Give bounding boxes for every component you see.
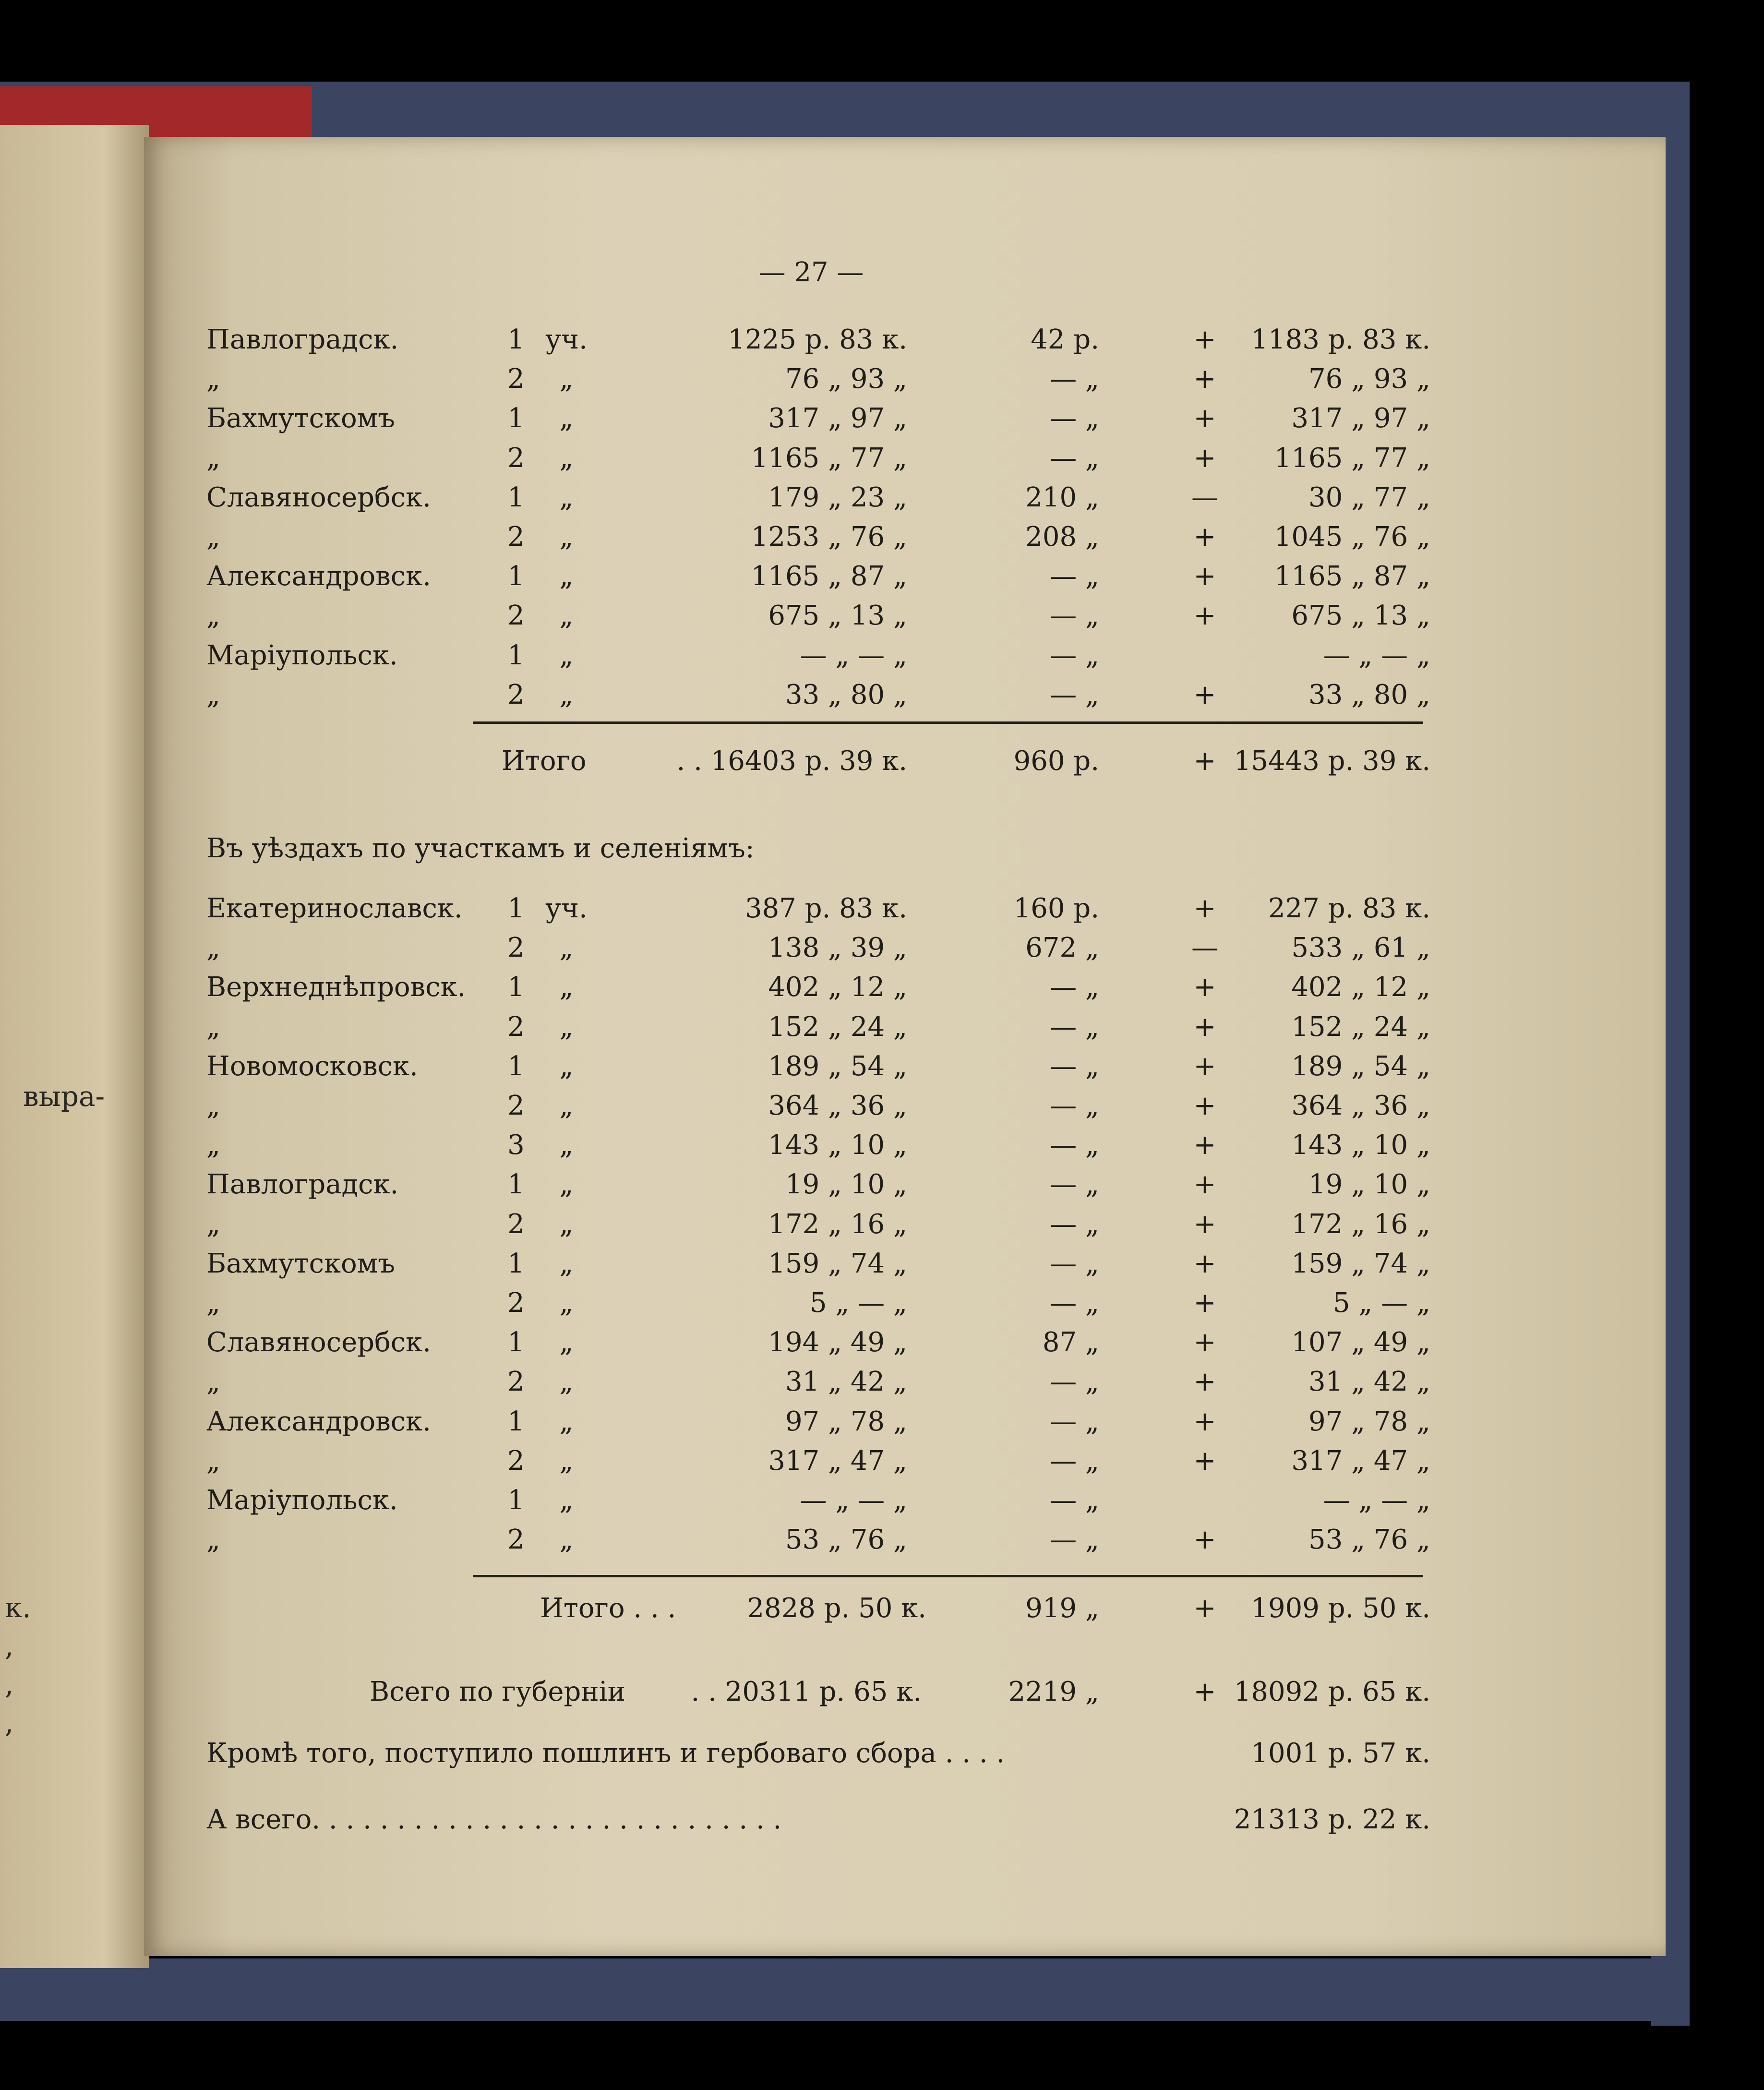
balance-amount: — „ — „ [1323,1485,1430,1516]
balance-sign: + [1193,1366,1216,1398]
place-name: „ [206,1287,221,1319]
income-amount: 5 „ — „ [809,1287,907,1319]
balance-amount: 533 „ 61 „ [1291,932,1430,964]
balance-sign: — [1191,481,1218,513]
section-unit: „ [559,1366,574,1398]
expense-amount: — „ [1050,363,1099,395]
balance-sign: + [1193,972,1216,1003]
expense-amount: 160 р. [1013,893,1099,924]
expense-amount: — „ [1050,1287,1099,1319]
section-number: 1 [507,1050,525,1082]
balance-amount: 97 „ 78 „ [1308,1405,1430,1437]
section-number: 1 [507,403,525,434]
place-name: Маріупольск. [206,1485,398,1516]
section-unit: „ [559,1287,574,1319]
final-value: 21313 р. 22 к. [1234,1804,1430,1835]
balance-sign: + [1193,679,1216,710]
section-number: 2 [507,1287,525,1319]
balance-amount: 19 „ 10 „ [1308,1169,1430,1201]
balance-amount: 189 „ 54 „ [1291,1050,1430,1082]
place-name: „ [206,1090,221,1121]
balance-amount: 1165 „ 87 „ [1274,561,1430,592]
place-name: „ [206,600,221,632]
total-sign: + [1193,1676,1216,1707]
income-amount: 1253 „ 76 „ [751,521,907,553]
section-unit: „ [559,1090,574,1121]
balance-amount: 675 „ 13 „ [1291,600,1430,632]
section-unit: „ [559,1129,574,1161]
expense-amount: — „ [1050,1524,1099,1556]
expense-amount: — „ [1050,1011,1099,1043]
section-number: 2 [507,1524,525,1556]
total-income: . . 16403 р. 39 к. [676,745,907,777]
income-amount: 97 „ 78 „ [785,1405,907,1437]
section-number: 1 [507,324,525,355]
section-unit: „ [559,600,574,632]
section-unit: „ [559,561,574,592]
expense-amount: — „ [1050,561,1099,592]
expense-amount: — „ [1050,1090,1099,1121]
balance-amount: 1165 „ 77 „ [1274,442,1430,474]
balance-amount: 317 „ 47 „ [1291,1445,1430,1477]
income-amount: 317 „ 47 „ [768,1445,907,1477]
income-amount: 76 „ 93 „ [785,363,907,395]
expense-amount: — „ [1050,600,1099,632]
balance-sign: + [1193,1524,1216,1556]
place-name: Павлоградск. [206,324,399,355]
balance-sign: + [1193,442,1216,474]
balance-amount: 31 „ 42 „ [1308,1366,1430,1398]
balance-amount: 1183 р. 83 к. [1251,324,1430,355]
balance-sign: — [1191,932,1218,964]
balance-amount: 33 „ 80 „ [1308,679,1430,710]
balance-sign: + [1193,1050,1216,1082]
section-unit: „ [559,1011,574,1043]
section-unit: „ [559,1524,574,1556]
section-unit: „ [559,1327,574,1358]
expense-amount: — „ [1050,442,1099,474]
total-income: 2828 р. 50 к. [747,1593,926,1624]
income-amount: 19 „ 10 „ [785,1169,907,1201]
place-name: „ [206,363,221,395]
balance-amount: 76 „ 93 „ [1308,363,1430,395]
balance-sign: + [1193,561,1216,592]
balance-amount: 227 р. 83 к. [1268,893,1430,924]
balance-amount: 5 „ — „ [1332,1287,1430,1319]
income-amount: 152 „ 24 „ [768,1011,907,1043]
income-amount: 317 „ 97 „ [768,403,907,434]
income-amount: 143 „ 10 „ [768,1129,907,1161]
section-number: 2 [507,1208,525,1240]
total-label: Всего по губерніи [370,1676,625,1707]
place-name: „ [206,1208,221,1240]
section-number: 1 [507,1248,525,1279]
balance-amount: 143 „ 10 „ [1291,1129,1430,1161]
income-amount: 31 „ 42 „ [785,1366,907,1398]
income-amount: 675 „ 13 „ [768,600,907,632]
section-unit: „ [559,1405,574,1437]
income-amount: 172 „ 16 „ [768,1208,907,1240]
expense-amount: — „ [1050,1050,1099,1082]
place-name: Верхнеднѣпровск. [206,972,466,1003]
balance-sign: + [1193,1090,1216,1121]
duties-label: Кромѣ того, поступило пошлинъ и гербоваго сбора . . . . [206,1738,1005,1769]
balance-amount: 159 „ 74 „ [1291,1248,1430,1279]
total-sign: + [1193,745,1216,777]
section-number: 2 [507,363,525,395]
section-number: 2 [507,521,525,553]
place-name: Бахмутскомъ [206,403,395,434]
balance-sign: + [1193,1129,1216,1161]
section-number: 2 [507,1011,525,1043]
income-amount: 1165 „ 87 „ [751,561,907,592]
expense-amount: — „ [1050,679,1099,710]
page-number: — 27 — [758,257,864,288]
income-amount: 53 „ 76 „ [785,1524,907,1556]
place-name: Александровск. [206,1405,431,1437]
expense-amount: — „ [1050,1248,1099,1279]
income-amount: 194 „ 49 „ [768,1327,907,1358]
place-name: Новомосковск. [206,1050,418,1082]
balance-sign: + [1193,1208,1216,1240]
expense-amount: 87 „ [1042,1327,1099,1358]
section-unit: „ [559,1169,574,1201]
income-amount: 402 „ 12 „ [768,972,907,1003]
section-unit: „ [559,1485,574,1516]
balance-amount: 30 „ 77 „ [1308,481,1430,513]
balance-sign: + [1193,1248,1216,1279]
total-label: Итого [502,745,587,777]
section-number: 2 [507,1366,525,1398]
balance-amount: 53 „ 76 „ [1308,1524,1430,1556]
section-unit: уч. [545,324,588,355]
balance-sign: + [1193,600,1216,632]
section-number: 1 [507,1405,525,1437]
place-name: „ [206,679,221,710]
expense-amount: 42 р. [1031,324,1099,355]
expense-amount: — „ [1050,639,1099,671]
section-unit: „ [559,1208,574,1240]
total-balance: 1909 р. 50 к. [1251,1593,1430,1624]
table1-total-rule [473,721,1423,724]
section-unit: „ [559,521,574,553]
place-name: Павлоградск. [206,1169,399,1201]
section-unit: „ [559,972,574,1003]
balance-amount: 317 „ 97 „ [1291,403,1430,434]
expense-amount: — „ [1050,1485,1099,1516]
left-page-fragment: выра- [23,1080,105,1113]
expense-amount: 672 „ [1025,932,1099,964]
section-unit: „ [559,363,574,395]
balance-sign: + [1193,1405,1216,1437]
income-amount: 1165 „ 77 „ [751,442,907,474]
expense-amount: — „ [1050,1366,1099,1398]
section-number: 1 [507,893,525,924]
section-number: 3 [507,1129,525,1161]
section-unit: „ [559,442,574,474]
total-sign: + [1193,1593,1216,1624]
section-number: 1 [507,1327,525,1358]
section-number: 1 [507,1485,525,1516]
balance-amount: 152 „ 24 „ [1291,1011,1430,1043]
income-amount: 179 „ 23 „ [768,481,907,513]
balance-amount: 172 „ 16 „ [1291,1208,1430,1240]
section-number: 1 [507,972,525,1003]
left-page-mark: , [5,1668,14,1701]
income-amount: 1225 р. 83 к. [728,324,907,355]
balance-sign: + [1193,1445,1216,1477]
section-number: 2 [507,679,525,710]
place-name: Бахмутскомъ [206,1248,395,1279]
duties-value: 1001 р. 57 к. [1251,1738,1430,1769]
balance-sign: + [1193,1169,1216,1201]
place-name: „ [206,1129,221,1161]
balance-sign: + [1193,1327,1216,1358]
place-name: „ [206,1524,221,1556]
section-unit: „ [559,1248,574,1279]
expense-amount: — „ [1050,1405,1099,1437]
section-number: 2 [507,1090,525,1121]
total-label: Итого . . . [540,1593,676,1624]
income-amount: 387 р. 83 к. [745,893,907,924]
income-amount: — „ — „ [800,639,907,671]
final-label: А всего. . . . . . . . . . . . . . . . . . . . . . . . . . . . [206,1804,782,1835]
place-name: „ [206,932,221,964]
section-number: 2 [507,1445,525,1477]
section-unit: уч. [545,893,588,924]
total-balance: 15443 р. 39 к. [1234,745,1430,777]
expense-amount: 208 „ [1025,521,1099,553]
section-number: 1 [507,639,525,671]
balance-amount: — „ — „ [1323,639,1430,671]
section-number: 2 [507,442,525,474]
place-name: „ [206,442,221,474]
total-expense: 2219 „ [1008,1676,1099,1707]
total-expense: 919 „ [1025,1593,1099,1624]
left-page-mark: , [5,1706,14,1739]
income-amount: — „ — „ [800,1485,907,1516]
expense-amount: — „ [1050,1208,1099,1240]
balance-sign: + [1193,403,1216,434]
place-name: „ [206,1366,221,1398]
section-number: 1 [507,481,525,513]
section-number: 2 [507,600,525,632]
section-unit: „ [559,481,574,513]
left-page-mark: , [5,1630,14,1662]
section-number: 1 [507,561,525,592]
income-amount: 138 „ 39 „ [768,932,907,964]
balance-amount: 364 „ 36 „ [1291,1090,1430,1121]
section-unit: „ [559,932,574,964]
section-number: 1 [507,1169,525,1201]
expense-amount: — „ [1050,972,1099,1003]
place-name: „ [206,521,221,553]
expense-amount: 210 „ [1025,481,1099,513]
section-unit: „ [559,403,574,434]
place-name: „ [206,1011,221,1043]
total-balance: 18092 р. 65 к. [1234,1676,1430,1707]
left-page-mark: к. [5,1591,31,1624]
section-heading: Въ уѣздахъ по участкамъ и селеніямъ: [206,833,755,864]
table2-total-rule [473,1575,1423,1577]
balance-sign: + [1193,521,1216,553]
place-name: Александровск. [206,561,431,592]
income-amount: 33 „ 80 „ [785,679,907,710]
expense-amount: — „ [1050,1129,1099,1161]
income-amount: 189 „ 54 „ [768,1050,907,1082]
left-page [0,125,149,1968]
place-name: Славяносербск. [206,481,431,513]
balance-sign: + [1193,324,1216,355]
balance-sign: + [1193,363,1216,395]
place-name: Маріупольск. [206,639,398,671]
expense-amount: — „ [1050,1169,1099,1201]
balance-sign: + [1193,1287,1216,1319]
balance-amount: 107 „ 49 „ [1291,1327,1430,1358]
expense-amount: — „ [1050,1445,1099,1477]
section-unit: „ [559,679,574,710]
place-name: Екатеринославск. [206,893,463,924]
balance-sign: + [1193,893,1216,924]
section-unit: „ [559,1050,574,1082]
income-amount: 159 „ 74 „ [768,1248,907,1279]
section-unit: „ [559,639,574,671]
place-name: Славяносербск. [206,1327,431,1358]
place-name: „ [206,1445,221,1477]
balance-sign: + [1193,1011,1216,1043]
total-expense: 960 р. [1013,745,1099,777]
total-income: . . 20311 р. 65 к. [691,1676,922,1707]
income-amount: 364 „ 36 „ [768,1090,907,1121]
section-number: 2 [507,932,525,964]
balance-amount: 402 „ 12 „ [1291,972,1430,1003]
section-unit: „ [559,1445,574,1477]
book-cover-bottom [0,1958,1690,2021]
expense-amount: — „ [1050,403,1099,434]
balance-amount: 1045 „ 76 „ [1274,521,1430,553]
